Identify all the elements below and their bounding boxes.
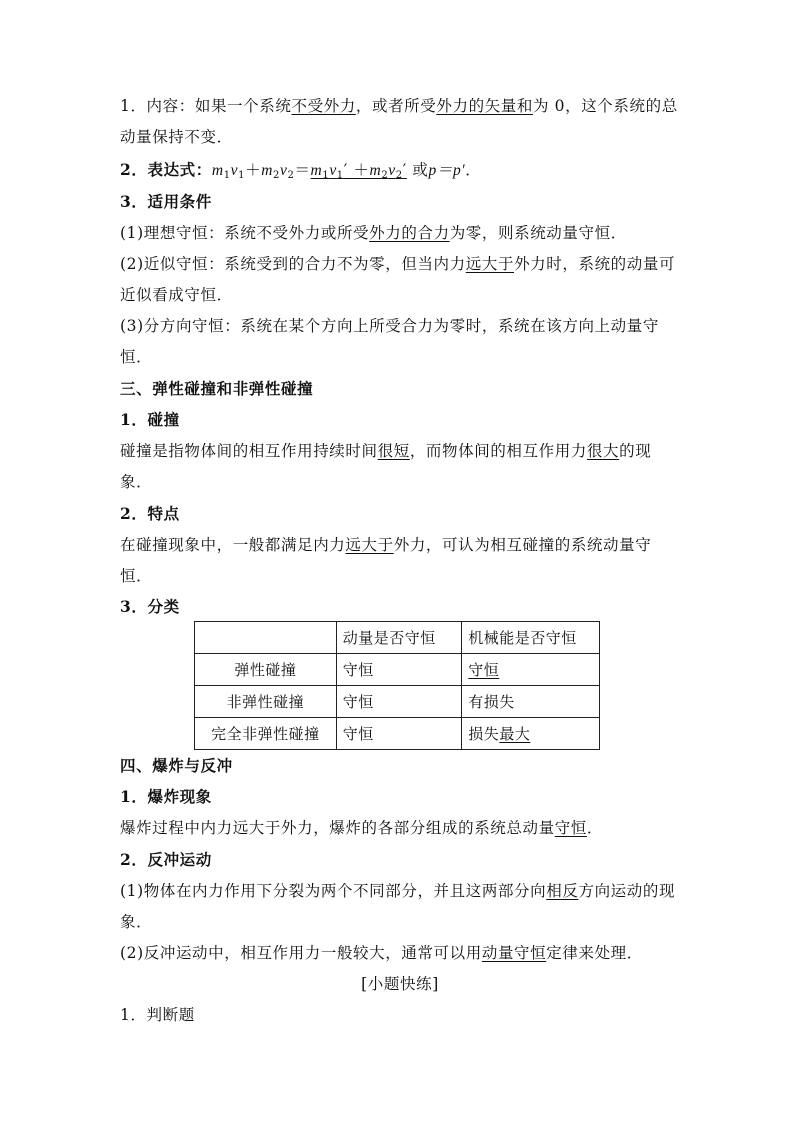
table-cell: 守恒 — [336, 686, 462, 718]
table-cell — [195, 622, 337, 654]
text: (2)近似守恒：系统受到的合力不为零，但当内力 — [120, 255, 466, 273]
table-row — [195, 718, 600, 750]
content-line-cont: 动量保持不变． — [120, 128, 233, 146]
table-cell: 守恒 — [336, 718, 462, 750]
text: 外力时，系统的动量可 — [514, 255, 676, 273]
content-line — [120, 441, 680, 461]
text: 为 0，这个系统的总 — [533, 97, 678, 115]
content-line-cont: 象． — [120, 473, 153, 491]
formula-lhs: $m_1v_1+m_2v_2$ — [211, 161, 295, 181]
underlined-answer: 守恒 — [468, 661, 500, 679]
underlined-answer: 远大于 — [345, 536, 394, 554]
underlined-answer: 守恒 — [554, 819, 587, 837]
content-line — [120, 535, 680, 555]
subsection-title: 3．分类 — [120, 597, 180, 616]
table-header-cell: 机械能是否守恒 — [462, 622, 600, 654]
underlined-answer: 远大于 — [465, 255, 515, 273]
text: 为零，则系统动量守恒． — [449, 224, 627, 242]
table-cell: 弹性碰撞 — [195, 654, 337, 686]
subsection-title: 3．适用条件 — [120, 192, 212, 211]
text: ，或者所受 — [355, 97, 437, 115]
text: 的现 — [619, 442, 652, 460]
table-header-cell: 动量是否守恒 — [336, 622, 462, 654]
subsection-title: 2．特点 — [120, 504, 180, 523]
table-row — [195, 654, 600, 686]
formula-label: 2．表达式： — [120, 160, 212, 179]
content-line-cont: 恒． — [120, 348, 153, 366]
underlined-answer: 很短 — [377, 442, 410, 460]
content-line — [120, 96, 680, 116]
text: 定律来处理． — [546, 944, 643, 962]
table-cell: 完全非弹性碰撞 — [195, 718, 337, 750]
formula-rhs-underlined: $m_1v_1' +m_2v_2'$ — [310, 161, 407, 181]
table-cell — [462, 654, 600, 686]
underlined-answer: 相反 — [546, 882, 579, 900]
table-cell — [462, 718, 600, 750]
table-header-row — [195, 622, 600, 654]
content-line — [120, 881, 680, 901]
text: 在碰撞现象中，一般都满足内力 — [120, 536, 346, 554]
underlined-answer: 动量守恒 — [481, 944, 547, 962]
practice-heading: [小题快练] — [361, 975, 439, 993]
content-line-cont: 象． — [120, 913, 153, 931]
text: (1)理想守恒：系统不受外力或所受 — [120, 224, 370, 242]
content-line-cont: 近似看成守恒． — [120, 286, 233, 304]
content-line — [120, 223, 680, 243]
text: 方向运动的现 — [578, 882, 676, 900]
content-line: (3)分方向守恒：系统在某个方向上所受合力为零时，系统在该方向上动量守 — [120, 317, 659, 335]
table-cell: 有损失 — [462, 686, 600, 718]
underlined-answer: 很大 — [586, 442, 620, 460]
content-line — [120, 818, 680, 838]
formula-p: p＝p′ — [428, 162, 466, 179]
content-line — [120, 254, 680, 274]
underlined-answer: 不受外力 — [291, 97, 356, 115]
text: (2)反冲运动中，相互作用力一般较大，通常可以用 — [120, 944, 482, 962]
content-line — [120, 943, 680, 963]
text: 碰撞是指物体间的相互作用持续时间 — [120, 442, 378, 460]
collision-classification-table — [194, 621, 600, 750]
practice-item: 1．判断题 — [120, 1006, 195, 1024]
table-cell: 非弹性碰撞 — [195, 686, 337, 718]
section-heading: 四、爆炸与反冲 — [120, 756, 233, 775]
text: 1．内容：如果一个系统 — [120, 97, 292, 115]
subsection-title: 1．爆炸现象 — [120, 787, 212, 806]
text: 外力，可认为相互碰撞的系统动量守 — [393, 536, 652, 554]
table-cell: 守恒 — [336, 654, 462, 686]
equals-sign: ＝ — [294, 161, 311, 179]
text: ． — [465, 161, 482, 179]
underlined-answer: 外力的矢量和 — [436, 97, 533, 115]
text: 或 — [412, 161, 429, 179]
subsection-title: 1．碰撞 — [120, 410, 180, 429]
table-row — [195, 686, 600, 718]
content-line-cont: 恒． — [120, 567, 153, 585]
text: ，而物体间的相互作用力 — [409, 442, 587, 460]
underlined-answer: 最大 — [499, 725, 531, 743]
text: (1)物体在内力作用下分裂为两个不同部分，并且这两部分向 — [120, 882, 547, 900]
text: ． — [586, 819, 604, 837]
subsection-title: 2．反冲运动 — [120, 850, 212, 869]
text: 损失 — [468, 725, 500, 743]
text: 爆炸过程中内力远大于外力，爆炸的各部分组成的系统总动量 — [120, 819, 555, 837]
underlined-answer: 外力的合力 — [369, 224, 450, 242]
section-heading: 三、弹性碰撞和非弹性碰撞 — [120, 379, 314, 398]
formula-line — [120, 160, 680, 186]
